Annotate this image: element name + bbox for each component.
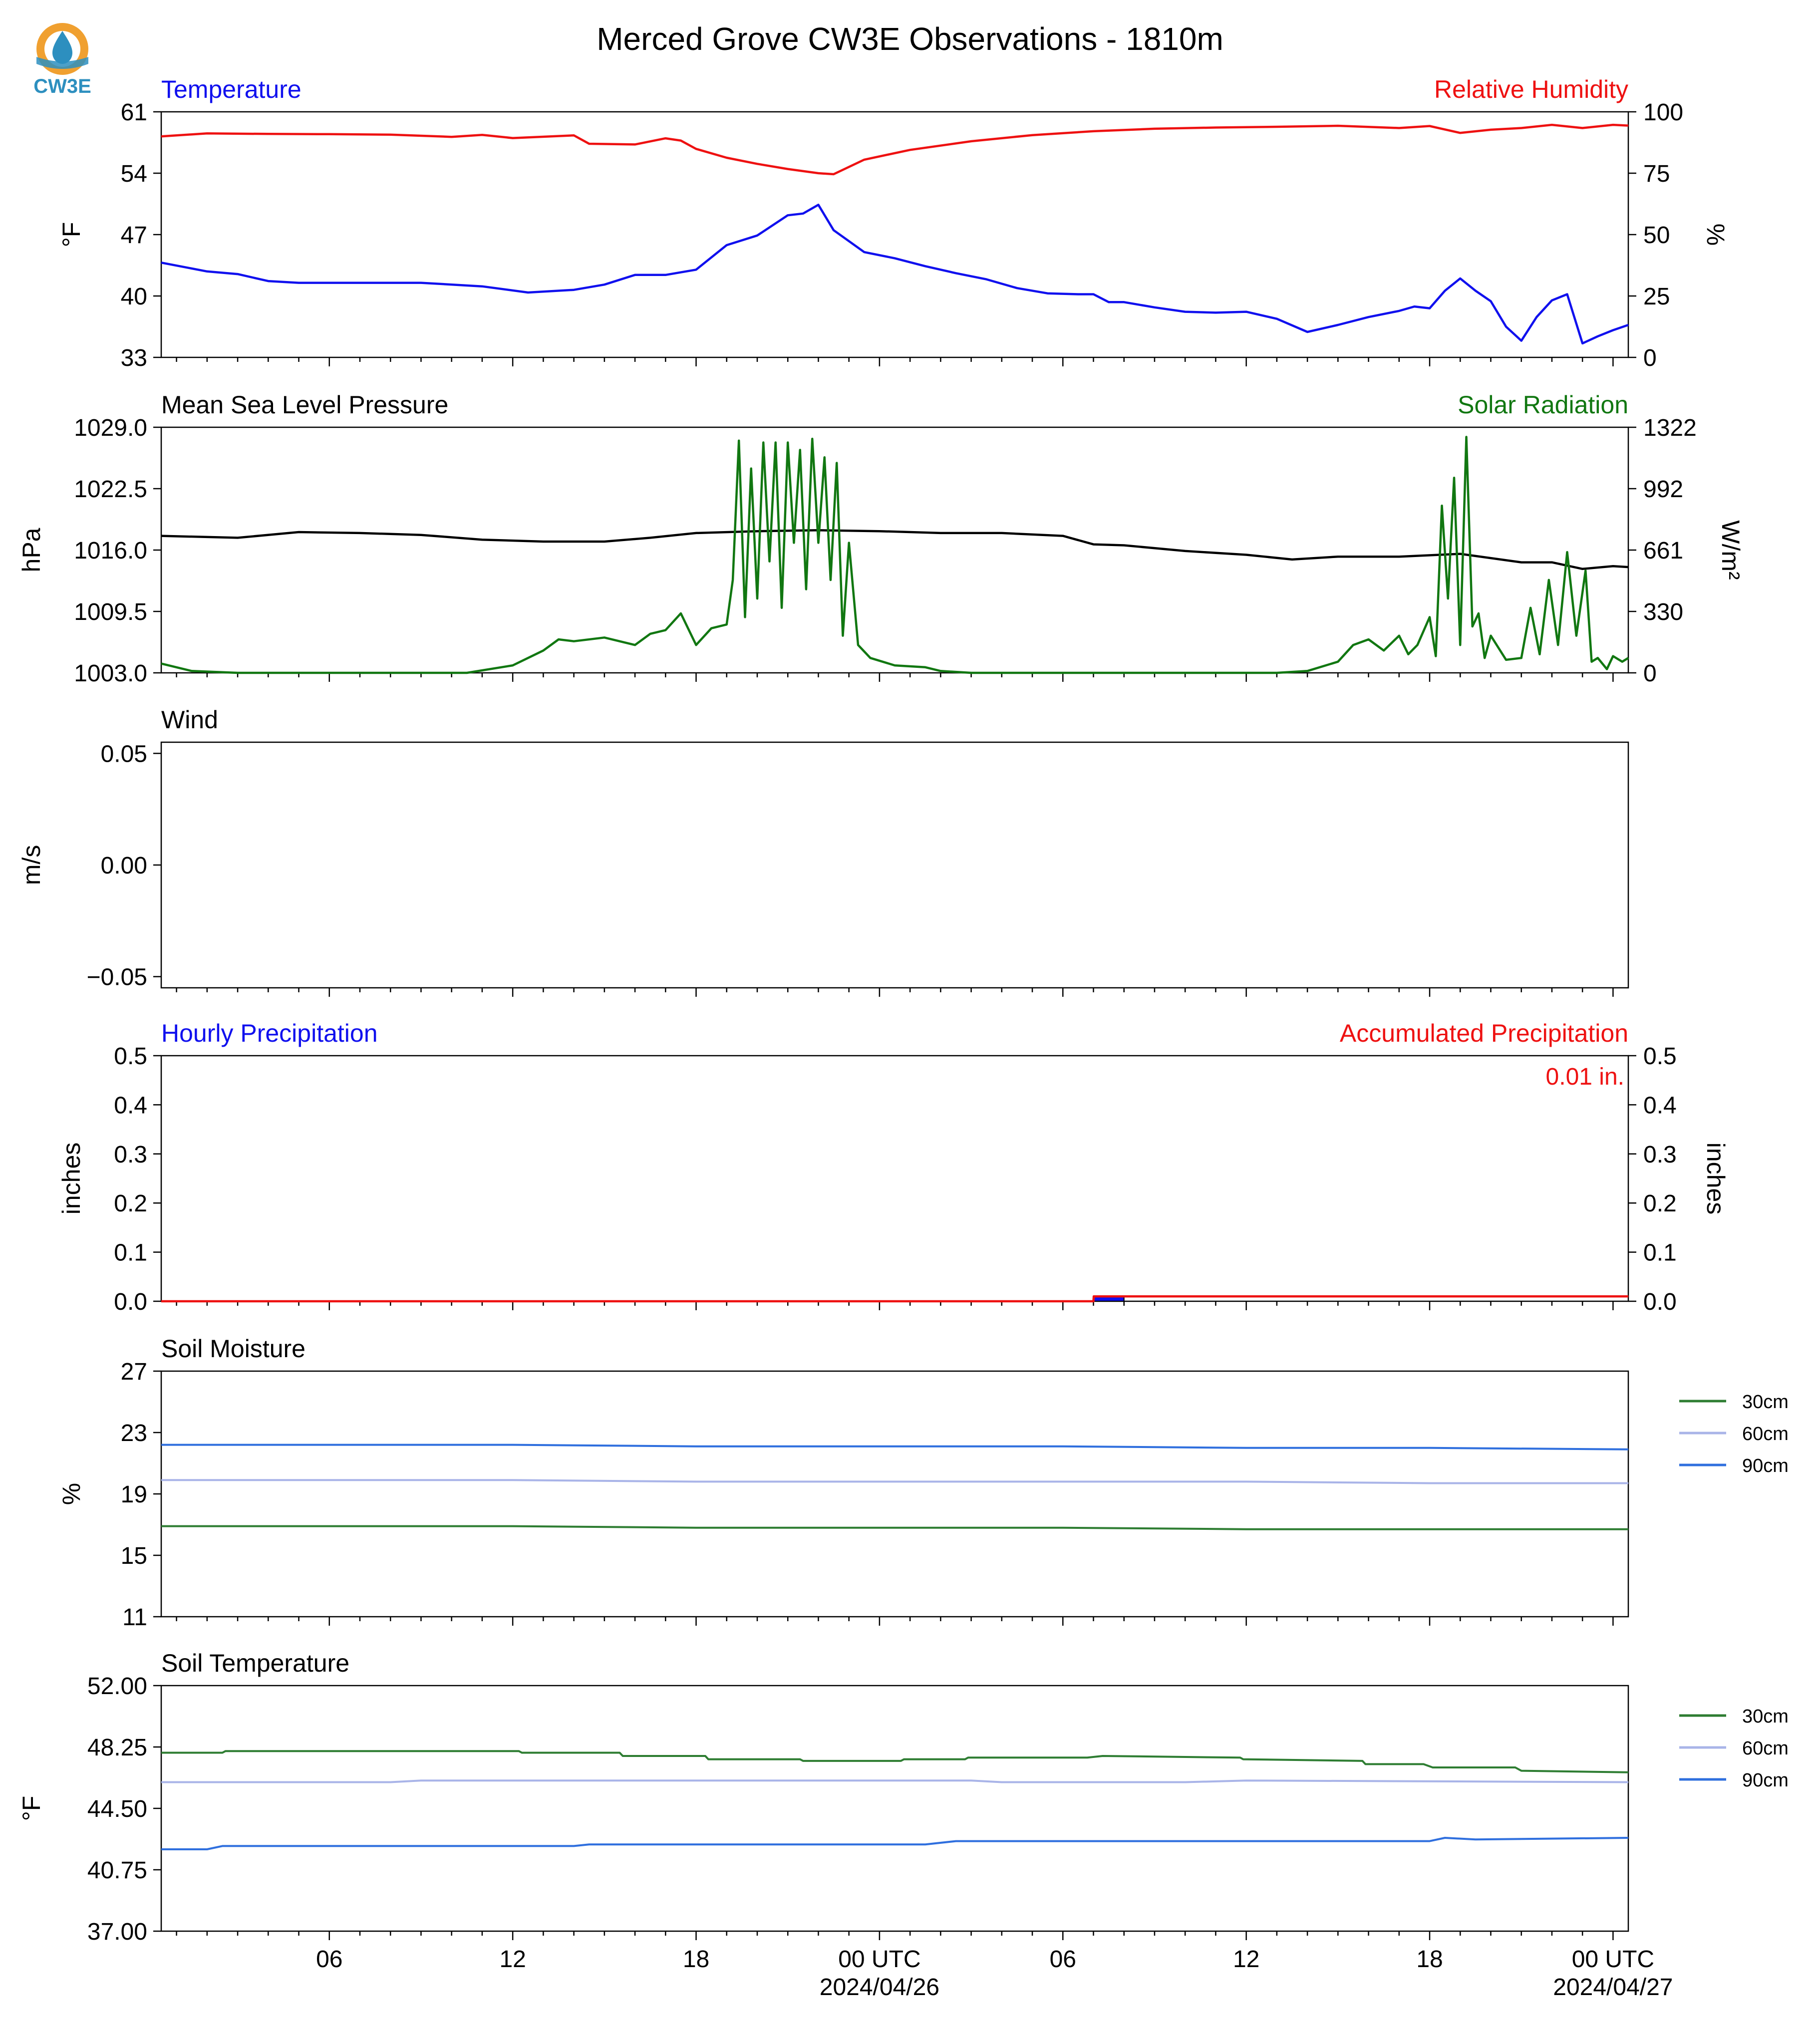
series-line-30cm bbox=[161, 1526, 1628, 1529]
y-tick-label: 1016.0 bbox=[74, 538, 147, 564]
panel-right-title: Solar Radiation bbox=[1458, 391, 1628, 419]
y-tick-right-label: 0.4 bbox=[1643, 1092, 1677, 1119]
y-tick-label: 33 bbox=[120, 345, 147, 371]
y-tick-label: 0.05 bbox=[100, 741, 147, 768]
y-tick-label: 1029.0 bbox=[74, 415, 147, 441]
y-axis-label: % bbox=[57, 1482, 85, 1505]
y-tick-label: 40.75 bbox=[87, 1857, 147, 1884]
y-axis-label: °F bbox=[57, 222, 85, 248]
y-tick-right-label: 992 bbox=[1643, 476, 1684, 503]
x-tick-label: 18 bbox=[682, 1946, 710, 1973]
y-tick-label: 0.0 bbox=[114, 1289, 147, 1315]
y-tick-label: 19 bbox=[120, 1481, 147, 1508]
series-line-temperature bbox=[161, 205, 1628, 343]
x-tick-label: 18 bbox=[1416, 1946, 1443, 1973]
y-tick-right-label: 0.2 bbox=[1643, 1190, 1677, 1217]
x-tick-label: 12 bbox=[1232, 1946, 1260, 1973]
y-tick-label: 0.00 bbox=[100, 853, 147, 879]
x-date-label: 2024/04/26 bbox=[819, 1974, 940, 2001]
y-axis-label: hPa bbox=[17, 528, 45, 573]
x-tick-label: 06 bbox=[316, 1946, 343, 1973]
y-tick-label: 1022.5 bbox=[74, 476, 147, 503]
panel-right-title: Accumulated Precipitation bbox=[1339, 1019, 1628, 1047]
y-tick-label: 27 bbox=[120, 1359, 147, 1385]
x-tick-label: 06 bbox=[1049, 1946, 1076, 1973]
y-tick-right-label: 0.5 bbox=[1643, 1043, 1677, 1070]
legend-label: 90cm bbox=[1742, 1770, 1789, 1791]
y-tick-label: 11 bbox=[122, 1604, 147, 1631]
x-date-label: 2024/04/27 bbox=[1553, 1974, 1673, 2001]
panel-4 bbox=[57, 1335, 1789, 1631]
y-tick-label: 0.2 bbox=[114, 1190, 147, 1217]
legend-label: 90cm bbox=[1742, 1455, 1789, 1476]
y-tick-right-label: 75 bbox=[1643, 161, 1670, 187]
panel-left-title: Soil Moisture bbox=[161, 1335, 305, 1363]
y-tick-label: −0.05 bbox=[86, 964, 147, 991]
y-tick-label: 47 bbox=[120, 222, 147, 249]
panel-left-title: Wind bbox=[161, 706, 218, 734]
legend-label: 60cm bbox=[1742, 1738, 1789, 1759]
y-tick-label: 0.4 bbox=[114, 1092, 147, 1119]
panel-left-title: Mean Sea Level Pressure bbox=[161, 391, 449, 419]
legend bbox=[1679, 1392, 1789, 1476]
y-tick-right-label: 0 bbox=[1643, 660, 1657, 687]
logo-text: CW3E bbox=[33, 75, 91, 97]
panel-frame bbox=[161, 1686, 1628, 1931]
legend-label: 30cm bbox=[1742, 1706, 1789, 1727]
series-line-mean-sea-level-pressure bbox=[161, 530, 1628, 569]
y-tick-label: 37.00 bbox=[87, 1919, 147, 1945]
panels-group bbox=[17, 75, 1789, 2001]
y-axis-right-label: inches bbox=[1702, 1142, 1730, 1215]
y-tick-right-label: 0.1 bbox=[1643, 1239, 1677, 1266]
y-tick-label: 0.3 bbox=[114, 1141, 147, 1168]
panel-5 bbox=[17, 1649, 1789, 2001]
series-line-90cm bbox=[161, 1838, 1628, 1849]
panel-frame bbox=[161, 742, 1628, 988]
y-tick-label: 23 bbox=[120, 1420, 147, 1447]
y-tick-right-label: 0.0 bbox=[1643, 1289, 1677, 1315]
x-tick-label: 12 bbox=[499, 1946, 526, 1973]
panel-frame bbox=[161, 112, 1628, 357]
series-line-30cm bbox=[161, 1751, 1628, 1772]
series-line-90cm bbox=[161, 1445, 1628, 1449]
panel-left-title: Hourly Precipitation bbox=[161, 1019, 378, 1047]
y-tick-label: 48.25 bbox=[87, 1735, 147, 1761]
y-axis-label: m/s bbox=[17, 845, 45, 885]
y-tick-label: 15 bbox=[120, 1543, 147, 1569]
y-axis-label: inches bbox=[57, 1142, 85, 1215]
y-axis-label: °F bbox=[17, 1795, 45, 1821]
panel-frame bbox=[161, 1371, 1628, 1617]
series-line-solar-radiation bbox=[161, 437, 1628, 673]
legend bbox=[1679, 1706, 1789, 1791]
panel-frame bbox=[161, 1056, 1628, 1301]
y-tick-label: 44.50 bbox=[87, 1796, 147, 1822]
series-line-accumulated-precipitation bbox=[161, 1296, 1628, 1301]
y-tick-label: 0.1 bbox=[114, 1239, 147, 1266]
x-tick-label: 00 UTC bbox=[1571, 1946, 1655, 1973]
series-line-relative-humidity bbox=[161, 125, 1628, 174]
panel-left-title: Soil Temperature bbox=[161, 1649, 350, 1677]
y-tick-label: 0.5 bbox=[114, 1043, 147, 1070]
y-tick-label: 52.00 bbox=[87, 1673, 147, 1700]
panel-0 bbox=[57, 75, 1730, 371]
figure-title: Merced Grove CW3E Observations - 1810m bbox=[597, 21, 1223, 57]
panel-left-title: Temperature bbox=[161, 75, 302, 103]
panel-frame bbox=[161, 427, 1628, 673]
y-tick-label: 1009.5 bbox=[74, 599, 147, 625]
panel-3 bbox=[57, 1019, 1730, 1315]
y-tick-right-label: 1322 bbox=[1643, 415, 1697, 441]
y-tick-right-label: 25 bbox=[1643, 284, 1670, 310]
panel-1 bbox=[17, 391, 1745, 687]
y-tick-label: 1003.0 bbox=[74, 660, 147, 687]
y-axis-right-label: % bbox=[1702, 223, 1730, 246]
legend-label: 30cm bbox=[1742, 1392, 1789, 1413]
y-tick-right-label: 0.3 bbox=[1643, 1141, 1677, 1168]
panel-2 bbox=[17, 706, 1628, 997]
y-tick-label: 54 bbox=[120, 161, 147, 187]
y-axis-right-label: W/m² bbox=[1717, 520, 1745, 580]
series-line-60cm bbox=[161, 1480, 1628, 1483]
panel-right-title: Relative Humidity bbox=[1434, 75, 1628, 103]
series-line-60cm bbox=[161, 1780, 1628, 1782]
y-tick-right-label: 0 bbox=[1643, 345, 1657, 371]
y-tick-right-label: 330 bbox=[1643, 599, 1684, 625]
y-tick-right-label: 50 bbox=[1643, 222, 1670, 249]
y-tick-label: 40 bbox=[120, 284, 147, 310]
y-tick-label: 61 bbox=[120, 99, 147, 126]
x-tick-label: 00 UTC bbox=[838, 1946, 921, 1973]
y-tick-right-label: 100 bbox=[1643, 99, 1684, 126]
y-tick-right-label: 661 bbox=[1643, 538, 1684, 564]
legend-label: 60cm bbox=[1742, 1424, 1789, 1445]
accumulated-total-annotation: 0.01 in. bbox=[1545, 1064, 1624, 1090]
